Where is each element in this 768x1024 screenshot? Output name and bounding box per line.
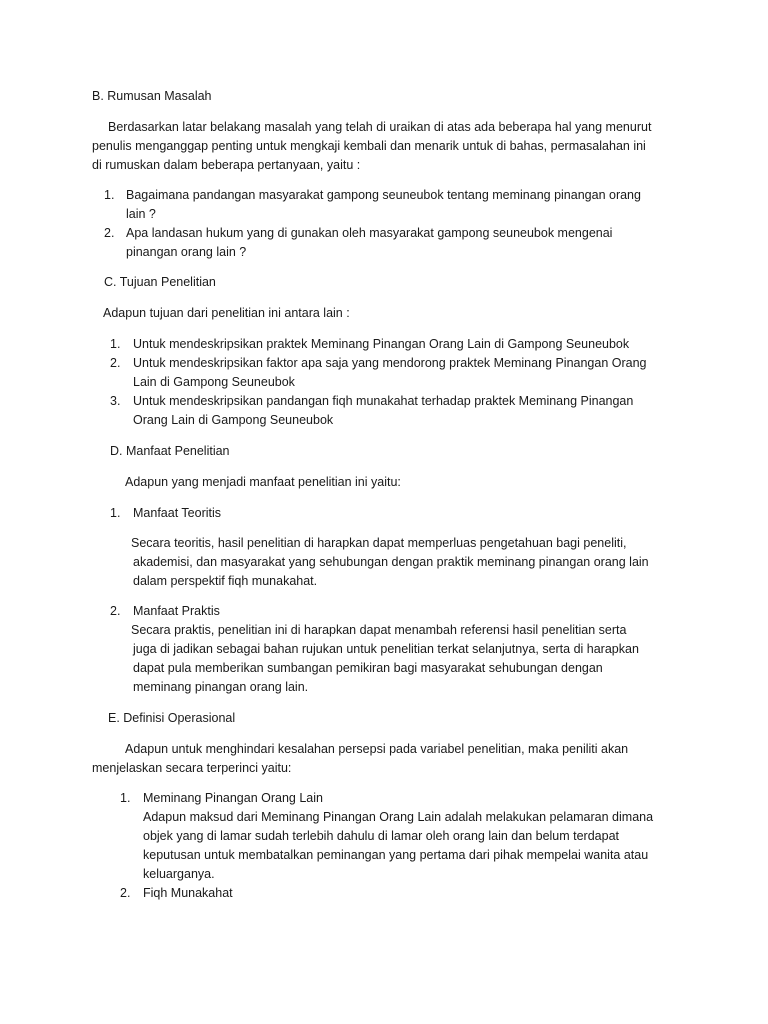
item-title: Manfaat Praktis [133,604,220,618]
paragraph-line: Adapun untuk menghindari kesalahan persepsi pada variabel penelitian, maka peniliti akan [125,742,629,756]
list-number: 2. [110,604,121,618]
paragraph-line: Adapun maksud dari Meminang Pinangan Orang Lain adalah melakukan pelamaran dimana [143,810,654,824]
paragraph-line: penulis menganggap penting untuk mengkaji kembali dan menarik untuk di bahas, permasalahan ini [92,139,646,153]
item-title: Fiqh Munakahat [143,886,233,900]
section-d-intro: Adapun yang menjadi manfaat penelitian ini yaitu: [125,475,401,489]
paragraph-line: Secara teoritis, hasil penelitian di harapkan dapat memperluas pengetahuan bagi peneliti, [131,536,627,550]
paragraph-line: Secara praktis, penelitian ini di harapkan dapat menambah referensi hasil penelitian serta [131,623,627,637]
paragraph-line: keluarganya. [143,867,215,881]
paragraph-line: objek yang di lamar sudah terlebih dahulu di lamar oleh orang lain dan belum terdapat [143,829,620,843]
list-item-line: pinangan orang lain ? [126,245,247,259]
section-e-heading: E. Definisi Operasional [108,711,236,725]
list-item-line: Orang Lain di Gampong Seuneubok [133,413,334,427]
paragraph-line: meminang pinangan orang lain. [133,680,309,694]
list-number: 1. [110,337,121,351]
paragraph-line: keputusan untuk membatalkan peminangan yang pertama dari pihak mempelai wanita atau [143,848,649,862]
list-item-line: Untuk mendeskripsikan pandangan fiqh munakahat terhadap praktek Meminang Pinangan [133,394,634,408]
item-title: Meminang Pinangan Orang Lain [143,791,323,805]
list-number: 1. [104,188,115,202]
section-b-heading: B. Rumusan Masalah [92,89,212,103]
paragraph-line: juga di jadikan sebagai bahan rujukan untuk penelitian terkat selanjutnya, serta di harapkan [133,642,639,656]
list-item-line: Untuk mendeskripsikan faktor apa saja yang mendorong praktek Meminang Pinangan Orang [133,356,647,370]
list-item-line: Lain di Gampong Seuneubok [133,375,295,389]
paragraph-line: akademisi, dan masyarakat yang sehubungan dengan praktik meminang pinangan orang lain [133,555,649,569]
section-c-intro: Adapun tujuan dari penelitian ini antara lain : [103,306,350,320]
section-d-heading: D. Manfaat Penelitian [110,444,230,458]
paragraph-line: menjelaskan secara terperinci yaitu: [92,761,292,775]
list-item-line: Bagaimana pandangan masyarakat gampong seuneubok tentang meminang pinangan orang [126,188,641,202]
list-number: 1. [110,506,121,520]
item-title: Manfaat Teoritis [133,506,222,520]
paragraph-line: dapat pula memberikan sumbangan pemikiran bagi masyarakat sehubungan dengan [133,661,603,675]
paragraph-line: dalam perspektif fiqh munakahat. [133,574,318,588]
section-c-heading: C. Tujuan Penelitian [104,275,216,289]
list-number: 2. [110,356,121,370]
list-item-line: Apa landasan hukum yang di gunakan oleh masyarakat gampong seuneubok mengenai [126,226,613,240]
list-item-line: lain ? [126,207,156,221]
list-number: 2. [104,226,115,240]
paragraph-line: Berdasarkan latar belakang masalah yang telah di uraikan di atas ada beberapa hal yang menurut [108,120,652,134]
list-number: 1. [120,791,131,805]
list-number: 3. [110,394,121,408]
paragraph-line: di rumuskan dalam beberapa pertanyaan, yaitu : [92,158,361,172]
list-number: 2. [120,886,131,900]
list-item-line: Untuk mendeskripsikan praktek Meminang Pinangan Orang Lain di Gampong Seuneubok [133,337,630,351]
